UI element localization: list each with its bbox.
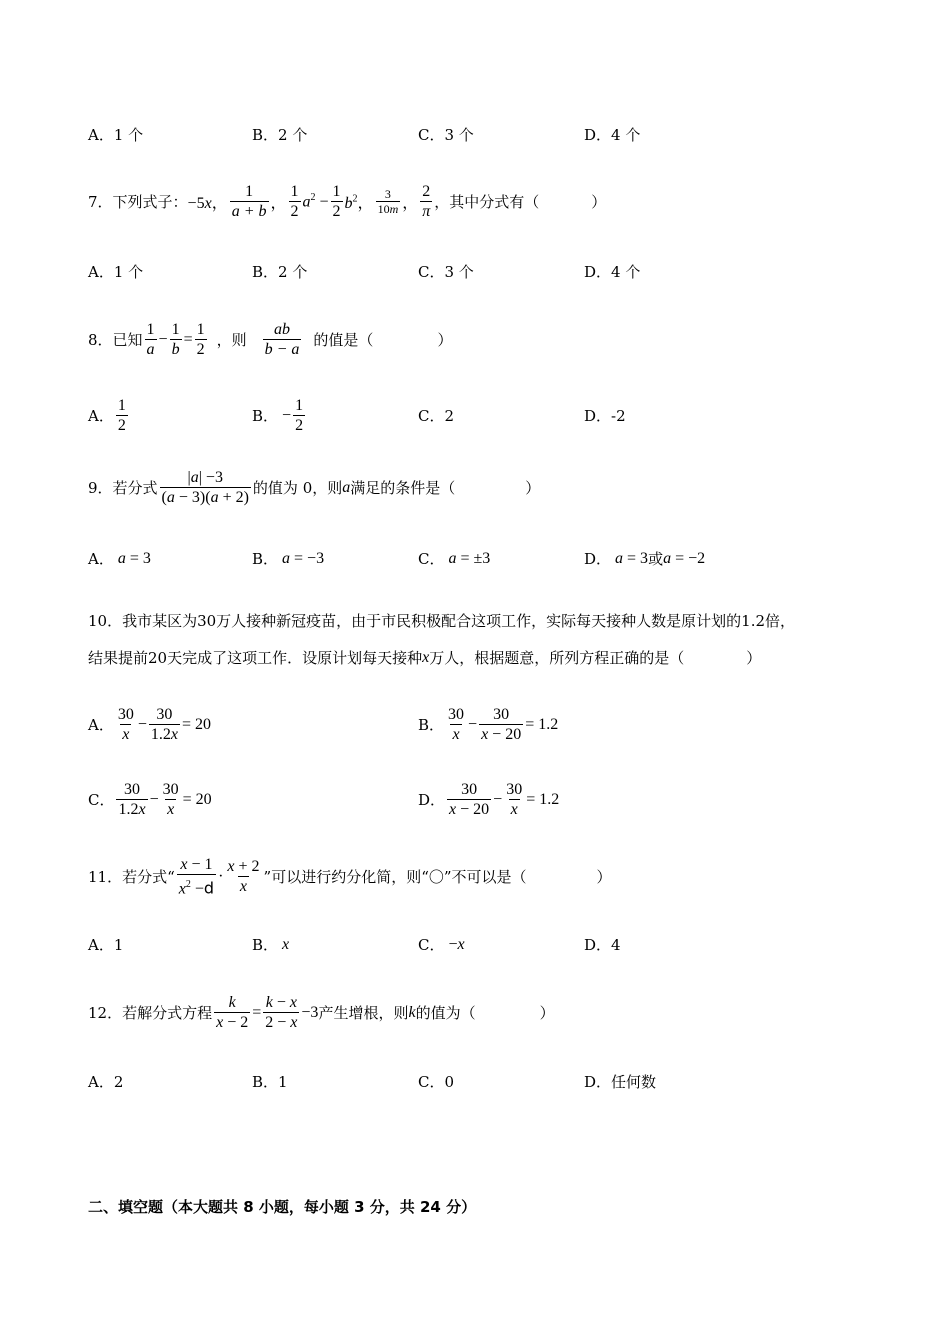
question-7 xyxy=(88,182,606,221)
q9-option-b: B． a = −3 xyxy=(252,549,325,568)
q8-expr: $\frac{ab}{b - a}$ xyxy=(264,321,300,358)
q7-expr-3b: $\frac{1}{2}$ xyxy=(332,183,341,220)
q11-option-b: B． x xyxy=(252,935,290,954)
q7-expr-4: $\frac{3}{10m}$ xyxy=(377,187,399,216)
q10-option-a: A． $\frac{30}{x}$ − $\frac{30}{1.2x}$ = 20 xyxy=(88,706,212,743)
section-2-title: 二、填空题（本大题共 8 小题，每小题 3 分，共 24 分） xyxy=(88,1198,477,1216)
q8-option-c: C． 2 xyxy=(418,406,455,425)
q12-var: k xyxy=(408,1003,416,1021)
q8-frac-2: $\frac{1}{b}$ xyxy=(171,321,180,358)
q12-option-d: D．任何数 xyxy=(584,1073,657,1091)
q7-expr-3c: $b^2$， xyxy=(344,193,374,212)
q7-prefix: 7．下列式子： xyxy=(88,193,188,211)
q9-var: a xyxy=(342,478,351,496)
q8-option-b: B． − $\frac{1}{2}$ xyxy=(252,397,304,434)
q8-option-d: D． -2 xyxy=(584,406,626,425)
q12-frac-2: $\frac{k - x}{2 - x}$ xyxy=(265,994,298,1031)
q6-option-a: A．1 个 xyxy=(88,126,144,144)
q7-comma-1: ， xyxy=(270,195,287,212)
q8-prefix: 8．已知 xyxy=(88,331,143,349)
q7-expr-3a: $\frac{1}{2}$ xyxy=(290,183,299,220)
question-8: 8．已知 $\frac{1}{a}$ − $\frac{1}{b}$ = $\frac{1}{2}$ ，则 $\frac{ab}{b - a}$ 的值是（ ） xyxy=(88,321,453,358)
q9-suffix-2: 满足的条件是（ xyxy=(350,479,456,497)
q6-option-b: B．2 个 xyxy=(252,126,308,144)
question-9 xyxy=(88,468,540,507)
q8-option-a: A． $\frac{1}{2}$ xyxy=(88,397,126,434)
q7-expr-2: $\frac{1}{a + b}$ xyxy=(231,183,267,220)
q10-option-d: D． $\frac{30}{x - 20}$ − $\frac{30}{x}$ = 1.2 xyxy=(418,781,560,818)
q12-frac-1: $\frac{k}{x - 2}$ xyxy=(216,994,249,1031)
q10-option-c: C． $\frac{30}{1.2x}$ − $\frac{30}{x}$ = 20 xyxy=(88,781,212,818)
q7-suffix: ，其中分式有（ xyxy=(434,193,540,211)
q7-expr-1: −5x， xyxy=(187,195,228,212)
q9-option-c: C． a = ±3 xyxy=(418,549,491,568)
q7-option-a: A．1 个 xyxy=(88,263,144,281)
q11-option-c: C． −x xyxy=(418,935,465,954)
q7-option-d: D．4 个 xyxy=(584,263,641,281)
q8-close: ） xyxy=(437,331,453,349)
question-12: 12．若解分式方程 $\frac{k}{x - 2}$ = $\frac{k - x}{2 - x}$ −3 产生增根，则 k 的值为（ ） xyxy=(88,994,555,1031)
q9-option-d: D． a = 3 或 a = −2 xyxy=(584,549,706,568)
q8-suffix: 的值是（ xyxy=(313,331,374,349)
q9-frac: $\frac{|a| -3}{(a - 3)(a + 2)}$ xyxy=(161,469,249,506)
q11-option-a: A．1 xyxy=(88,936,124,954)
q10-option-b: B． $\frac{30}{x}$ − $\frac{30}{x - 20}$ = 1.2 xyxy=(418,706,559,743)
q10-var: x xyxy=(422,648,430,666)
q7-option-c: C．3 个 xyxy=(418,263,474,281)
q7-comma-2: ， xyxy=(402,195,419,212)
q7-expr-5: $\frac{2}{\pi}$ xyxy=(422,183,431,220)
q12-option-a: A．2 xyxy=(88,1073,124,1091)
q8-frac-1: $\frac{1}{a}$ xyxy=(146,321,155,358)
q12-option-b: B．1 xyxy=(252,1073,288,1091)
q9-prefix: 9．若分式 xyxy=(88,479,158,497)
q6-option-d: D．4 个 xyxy=(584,126,641,144)
q9-option-a: A． a = 3 xyxy=(88,549,151,568)
q8-mid: ，则 xyxy=(216,331,247,349)
q7-expr-3: $a^2$ − xyxy=(302,191,329,211)
question-10-line-1: 10．我市某区为30万人接种新冠疫苗，由于市民积极配合这项工作，实际每天接种人数是原计划的1.2倍， xyxy=(88,612,796,630)
q7-option-b: B．2 个 xyxy=(252,263,308,281)
q12-option-c: C．0 xyxy=(418,1073,455,1091)
q8-frac-3: $\frac{1}{2}$ xyxy=(196,321,205,358)
q6-option-c: C．3 个 xyxy=(418,126,474,144)
q11-frac-1: $\frac{x - 1}{x^2 -d}$ xyxy=(178,856,215,898)
q11-option-d: D．4 xyxy=(584,936,621,954)
question-11: 11．若分式“ $\frac{x - 1}{x^2 -d}$ · $\frac{x + 2}{x}$ ”可以进行约分化简，则“〇”不可以是（ ） xyxy=(88,856,612,898)
q7-close: ） xyxy=(591,193,607,211)
question-10-line-2: 结果提前20天完成了这项工作．设原计划每天接种 x 万人，根据题意，所列方程正确的是（ ） xyxy=(88,648,762,667)
q9-close: ） xyxy=(525,479,541,497)
q9-suffix-1: 的值为 0，则 xyxy=(252,479,343,497)
q11-frac-2: $\frac{x + 2}{x}$ xyxy=(227,858,260,896)
